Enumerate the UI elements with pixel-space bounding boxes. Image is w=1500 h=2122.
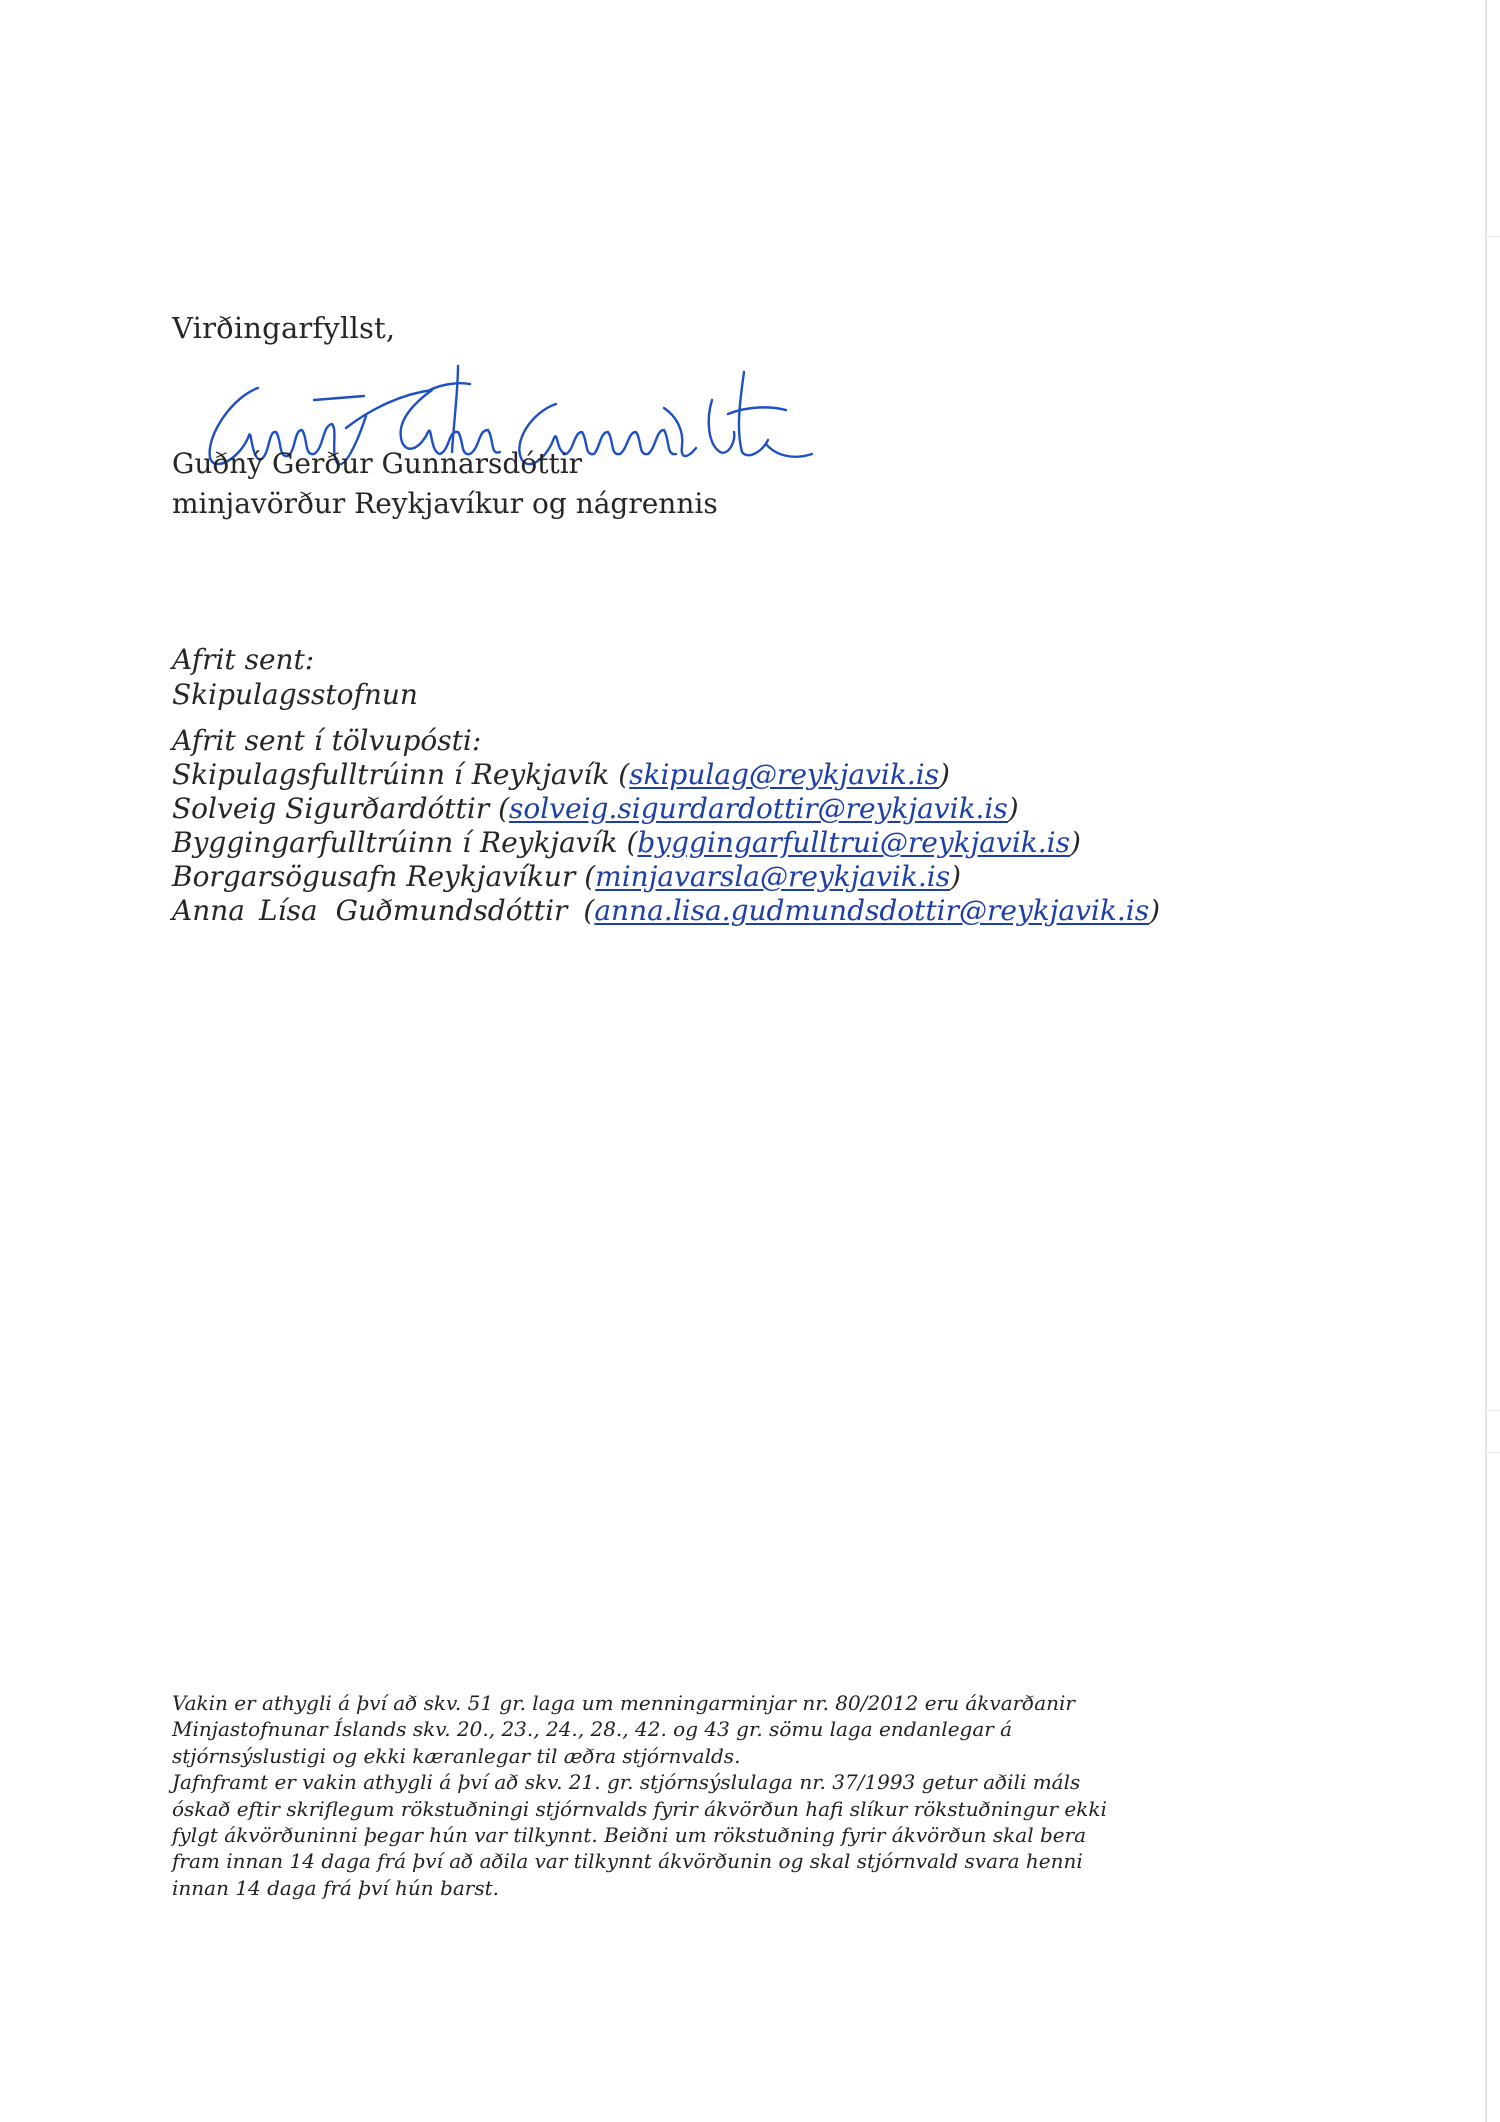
legal-notice-line: fylgt ákvörðuninni þegar hún var tilkynnt. Beiðni um rökstuðning fyrir ákvörðun skal bera [172, 1823, 1087, 1848]
email-recipient: Skipulagsfulltrúinn í Reykjavík (skipulag@reykjavik.is) [172, 758, 950, 791]
email-recipient: Solveig Sigurðardóttir (solveig.sigurdardottir@reykjavik.is) [172, 792, 1019, 825]
email-recipient: Borgarsögusafn Reykjavíkur (minjavarsla@reykjavik.is) [172, 860, 962, 893]
recipient-name: Byggingarfulltrúinn í Reykjavík [172, 826, 618, 859]
signer-title: minjavörður Reykjavíkur og nágrennis [172, 487, 718, 520]
email-link[interactable]: minjavarsla@reykjavik.is [595, 860, 951, 893]
email-link[interactable]: solveig.sigurdardottir@reykjavik.is [509, 792, 1008, 825]
legal-notice-line: stjórnsýslustigi og ekki kæranlegar til æðra stjórnvalds. [172, 1743, 741, 1768]
email-copies-block [172, 724, 1160, 928]
legal-notice-line: Jafnframt er vakin athygli á því að skv. 21. gr. stjórnsýslulaga nr. 37/1993 getur aðili máls [172, 1770, 1081, 1795]
signer-block [172, 444, 718, 524]
recipient-last-name: Guðmundsdóttir [335, 894, 568, 927]
recipient-name: Borgarsögusafn Reykjavíkur [172, 860, 576, 893]
email-recipient: Anna Lísa Guðmundsdóttir (anna.lisa.gudmundsdottir@reykjavik.is) [172, 894, 1161, 927]
recipient-name: Solveig Sigurðardóttir [172, 792, 490, 825]
scan-edge-mark [1487, 1410, 1500, 1411]
closing-salutation: Virðingarfyllst, [172, 311, 396, 345]
legal-notice-line: Vakin er athygli á því að skv. 51 gr. laga um menningarminjar nr. 80/2012 eru ákvarðanir [172, 1691, 1075, 1715]
legal-notice-line: Minjastofnunar Íslands skv. 20., 23., 24., 28., 42. og 43 gr. sömu laga endanlegar á [172, 1717, 1013, 1742]
email-link[interactable]: skipulag@reykjavik.is [629, 758, 940, 791]
email-copies-heading: Afrit sent í tölvupósti: [172, 724, 482, 757]
scan-edge-mark [1487, 1452, 1500, 1453]
recipient-first-name: Anna [172, 894, 245, 927]
signer-name: Guðný Gerður Gunnarsdóttir [172, 447, 583, 480]
recipient-name: Skipulagsfulltrúinn í Reykjavík [172, 758, 610, 791]
legal-notice [172, 1690, 1132, 1901]
copy-sent-heading: Afrit sent: [172, 643, 315, 676]
email-link[interactable]: byggingarfulltrui@reykjavik.is [637, 826, 1070, 859]
legal-notice-line: óskað eftir skriflegum rökstuðningi stjórnvalds fyrir ákvörðun hafi slíkur rökstuðningur ekki [172, 1796, 1107, 1821]
email-link[interactable]: anna.lisa.gudmundsdottir@reykjavik.is [594, 894, 1150, 927]
scan-edge-mark [1487, 236, 1500, 237]
legal-notice-line: fram innan 14 daga frá því að aðila var tilkynnt ákvörðunin og skal stjórnvald svara henni [172, 1849, 1083, 1874]
recipient-middle-name: Lísa [258, 894, 318, 927]
scan-page-edge [1485, 0, 1487, 2122]
legal-notice-line: innan 14 daga frá því hún barst. [172, 1875, 499, 1900]
copy-sent-block [172, 642, 418, 712]
email-recipient: Byggingarfulltrúinn í Reykjavík (byggingarfulltrui@reykjavik.is) [172, 826, 1081, 859]
copy-sent-recipient: Skipulagsstofnun [172, 678, 418, 711]
